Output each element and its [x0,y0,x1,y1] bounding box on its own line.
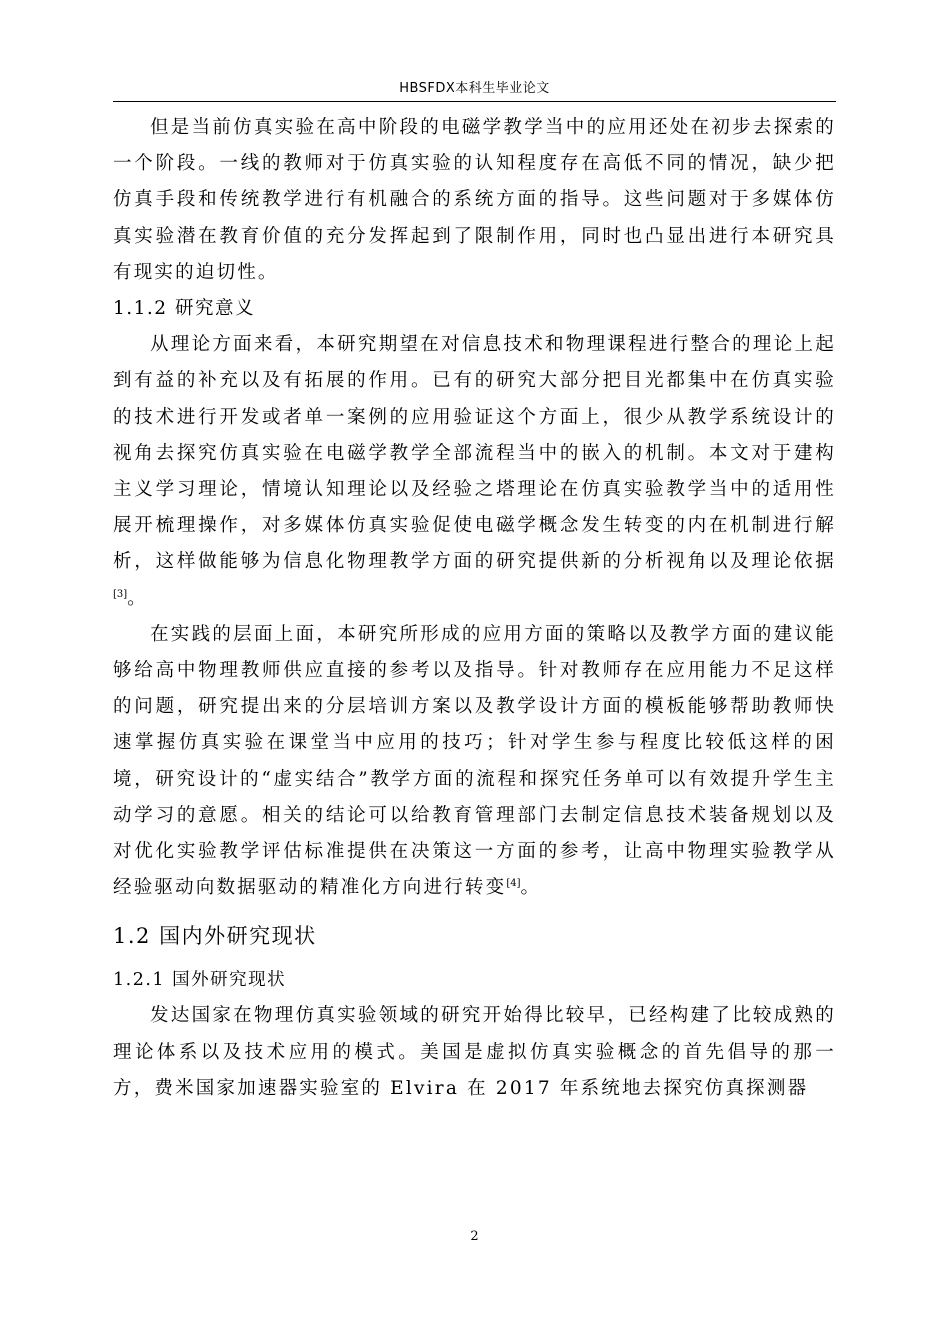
paragraph-text: 在实践的层面上面，本研究所形成的应用方面的策略以及教学方面的建议能够给高中物理教师供应直接的参考以及指导。针对教师存在应用能力不足这样的问题，研究提出来的分层培训方案以及教学设计方面的模板能够帮助教师快速掌握仿真实验在课堂当中应用的技巧；针对学生参与程度比较低这样的困境，研究设计的“虚实结合”教学方面的流程和探究任务单可以有效提升学生主动学习的意愿。相关的结论可以给教育管理部门去制定信息技术装备规划以及对优化实验教学评估标准提供在决策这一方面的参考，让高中物理实验教学从经验驱动向数据驱动的精准化方向进行转变 [113,623,836,899]
running-header: HBSFDX本科生毕业论文 [399,81,550,96]
section-heading-1-2-1: 1.2.1 国外研究现状 [113,970,287,991]
citation-4[interactable]: [4] [506,878,521,890]
paragraph-text: 发达国家在物理仿真实验领域的研究开始得比较早，已经构建了比较成熟的理论体系以及技术应用的模式。美国是虚拟仿真实验概念的首先倡导的那一方，费米国家加速器实验室的 Elvira 在 2017 年系统地去探究仿真探测器 [113,1005,836,1099]
paragraph-background-end [113,110,836,291]
paragraph-punctuation: 。 [127,587,148,609]
header-divider [113,101,836,102]
paragraph-text: 从理论方面来看，本研究期望在对信息技术和物理课程进行整合的理论上起到有益的补充以及有拓展的作用。已有的研究大部分把目光都集中在仿真实验的技术进行开发或者单一案例的应用验证这个方面上，很少从教学系统设计的视角去探究仿真实验在电磁学教学全部流程当中的嵌入的机制。本文对于建构主义学习理论，情境认知理论以及经验之塔理论在仿真实验教学当中的适用性展开梳理操作，对多媒体仿真实验促使电磁学概念发生转变的内在机制进行解析，这样做能够为信息化物理教学方面的研究提供新的分析视角以及理论依据 [113,334,836,573]
paragraph-text: 但是当前仿真实验在高中阶段的电磁学教学当中的应用还处在初步去探索的一个阶段。一线的教师对于仿真实验的认知程度存在高低不同的情况，缺少把仿真手段和传统教学进行有机融合的系统方面的指导。这些问题对于多媒体仿真实验潜在教育价值的充分发挥起到了限制作用，同时也凸显出进行本研究具有现实的迫切性。 [113,117,836,283]
paragraph-practical-significance [113,617,836,907]
section-heading-1-2: 1.2 国内外研究现状 [113,924,317,949]
page-body [113,110,836,1107]
citation-3[interactable]: [3] [113,588,128,600]
page-number: 2 [470,1229,479,1244]
paragraph-foreign-research [113,998,836,1107]
paragraph-theoretical-significance [113,327,836,617]
paragraph-punctuation: 。 [520,877,542,899]
section-heading-1-1-2: 1.1.2 研究意义 [113,298,255,320]
